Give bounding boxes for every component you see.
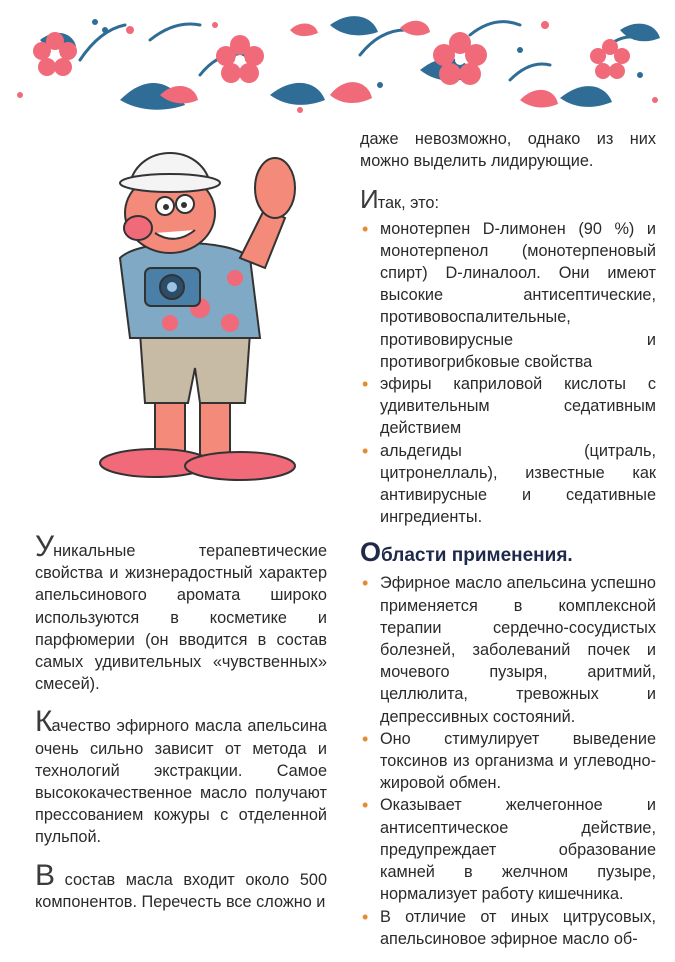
list-item: • монотерпен D-лимонен (90 %) и монотерпенол (монотерпеновый спирт) D-линалоол. Они имеют высокие антисептические, противовоспалительные, противовирусные и противогрибковые свойства xyxy=(360,218,656,373)
list-item: • Эфирное масло апельсина успешно применяется в комплексной терапии сердечно-сосудистых болезней, заболеваний почек и мочевого пузыря, аритмий, целлюлита, тревожных и депрессивных состояний. xyxy=(360,572,656,727)
section-heading xyxy=(360,537,656,568)
right-column xyxy=(360,128,656,962)
components-list xyxy=(360,218,656,529)
list-item: • эфиры каприловой кислоты с удивительным седативным действием xyxy=(360,373,656,440)
list-item: • Оно стимулирует выведение токсинов из организма и углеводно-жировой обмен. xyxy=(360,728,656,795)
drop-initial: И xyxy=(360,184,378,215)
paragraph-continuation: даже невозможно, однако из них можно выделить лидирующие. xyxy=(360,130,656,171)
leaf-icon xyxy=(330,16,378,35)
paragraph-text: ачество эфирного масла апельсина очень сильно зависит от метода и технологий экстракции. Самое высококачественное масло получают прессованием кожуры с отделенной пульпой. xyxy=(35,717,327,847)
components-intro xyxy=(360,184,656,215)
paragraph-composition xyxy=(35,858,327,913)
tourist-illustration xyxy=(60,128,310,490)
floral-banner xyxy=(0,0,675,125)
intro-text: так, это: xyxy=(377,194,439,213)
drop-initial: В xyxy=(35,858,55,892)
paragraph-quality xyxy=(35,705,327,848)
drop-initial: К xyxy=(35,705,52,739)
list-item: • альдегиды (цитраль, цитронеллаль), известные как антивирусные и седативные ингредиенты. xyxy=(360,440,656,529)
list-item: • В отличие от иных цитрусовых, апельсиновое эфирное масло об- xyxy=(360,906,656,950)
leaf-icon xyxy=(560,86,612,107)
heading-initial: О xyxy=(360,537,382,568)
list-item: • Оказывает желчегонное и антисептическое действие, предупреждает образование камней в желчном пузыре, нормализует работу кишечника. xyxy=(360,794,656,905)
uses-list xyxy=(360,572,656,949)
flower-icon xyxy=(433,32,487,85)
heading-text: бласти применения. xyxy=(381,545,573,567)
flower-icon xyxy=(216,35,264,83)
drop-initial: У xyxy=(35,530,54,563)
leaf-icon xyxy=(270,83,325,105)
paragraph-text: никальные терапевтические свойства и жизнерадостный характер апельсинового аромата широко используются в косметике и парфюмерии (он вводится в состав самых удивительных «чувственных» смесей). xyxy=(35,542,327,694)
left-column xyxy=(35,530,327,931)
paragraph-properties xyxy=(35,530,327,695)
flower-icon xyxy=(590,39,630,79)
paragraph-text: состав масла входит около 500 компонентов. Перечесть все сложно и xyxy=(35,870,327,911)
